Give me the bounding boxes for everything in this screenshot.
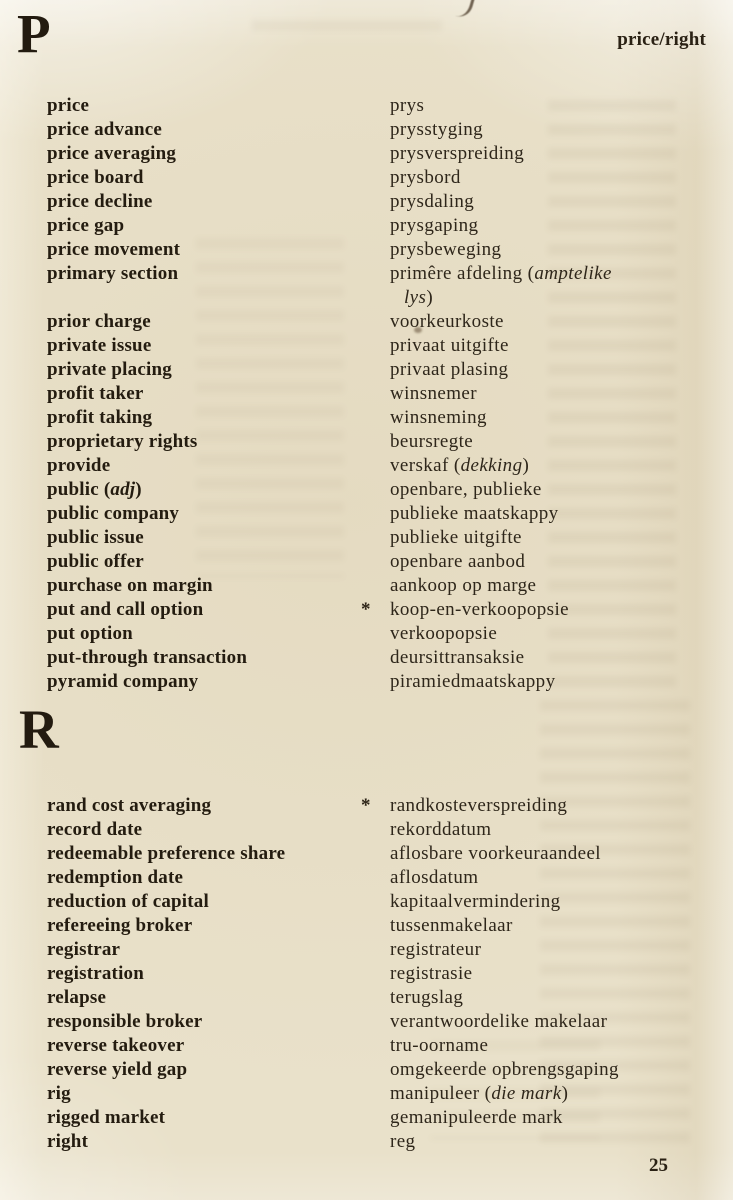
text-run: ) [522, 455, 530, 476]
text-run: prys [390, 95, 425, 116]
term-cell [47, 382, 361, 406]
term-cell [47, 358, 361, 382]
entry-row [47, 818, 705, 842]
text-run: price board [47, 167, 144, 188]
translation-cell [390, 310, 705, 334]
term-cell [47, 842, 361, 866]
text-run: manipuleer ( [390, 1083, 492, 1104]
text-run: winsneming [390, 407, 487, 428]
text-run: profit taking [47, 407, 153, 428]
text-run: private placing [47, 359, 172, 380]
translation-cell [390, 430, 705, 454]
text-run: price [47, 95, 90, 116]
term-cell [47, 1106, 361, 1130]
text-run: rigged market [47, 1107, 166, 1128]
entry-row [47, 646, 705, 670]
term-cell [47, 118, 361, 142]
term-cell [47, 502, 361, 526]
term-cell [47, 866, 361, 890]
text-run: proprietary rights [47, 431, 198, 452]
translation-cell [390, 670, 705, 694]
translation-cell [390, 190, 705, 214]
text-run: voorkeurkoste [390, 311, 504, 332]
term-cell [47, 142, 361, 166]
entry-row [47, 238, 705, 262]
text-run: reverse yield gap [47, 1059, 188, 1080]
text-run: beursregte [390, 431, 474, 452]
entry-row [47, 574, 705, 598]
text-run: put option [47, 623, 133, 644]
term-cell [47, 622, 361, 646]
translation-cell [390, 406, 705, 430]
bleedthrough-ghost [252, 20, 442, 42]
entry-row [47, 142, 705, 166]
term-cell [47, 1034, 361, 1058]
entry-row [47, 478, 705, 502]
scan-artifact [452, 0, 474, 20]
entry-row [47, 914, 705, 938]
translation-cell [390, 574, 705, 598]
entry-list-p [47, 94, 705, 694]
term-cell [47, 238, 361, 262]
text-run: aflosdatum [390, 867, 479, 888]
entry-row [47, 334, 705, 358]
translation-cell [390, 794, 705, 818]
term-cell [47, 478, 361, 502]
term-cell [47, 914, 361, 938]
text-run: registrasie [390, 963, 473, 984]
entry-row [47, 794, 705, 818]
translation-cell [390, 214, 705, 238]
text-run: redemption date [47, 867, 184, 888]
term-cell [47, 190, 361, 214]
text-run: profit taker [47, 383, 144, 404]
italic-note: dekking [460, 455, 523, 476]
translation-cell [390, 238, 705, 262]
term-cell [47, 550, 361, 574]
term-cell [47, 986, 361, 1010]
translation-cell [390, 1010, 705, 1034]
italic-note: die mark [491, 1083, 562, 1104]
text-run: reg [390, 1131, 416, 1152]
entry-row [47, 670, 705, 694]
translation-cell [390, 118, 705, 142]
entry-row [47, 866, 705, 890]
text-run: omgekeerde opbrengsgaping [390, 1059, 619, 1080]
text-run: public company [47, 503, 180, 524]
text-run: prysdaling [390, 191, 475, 212]
text-run: koop-en-verkoopopsie [390, 599, 569, 620]
text-run: price averaging [47, 143, 177, 164]
text-run: primary section [47, 263, 179, 284]
entry-row [47, 406, 705, 430]
text-run: gemanipuleerde mark [390, 1107, 563, 1128]
text-run: public issue [47, 527, 144, 548]
text-run: put and call option [47, 599, 204, 620]
entry-row [47, 214, 705, 238]
translation-cell [390, 1058, 705, 1082]
translation-cell [390, 262, 705, 310]
translation-cell [390, 142, 705, 166]
term-cell [47, 94, 361, 118]
entry-row [47, 842, 705, 866]
term-cell [47, 454, 361, 478]
translation-cell [390, 1034, 705, 1058]
text-run: reduction of capital [47, 891, 209, 912]
term-cell [47, 430, 361, 454]
translation-cell [390, 646, 705, 670]
text-run: reverse takeover [47, 1035, 185, 1056]
translation-cell [390, 94, 705, 118]
translation-cell [390, 818, 705, 842]
term-cell [47, 646, 361, 670]
text-run: verantwoordelike makelaar [390, 1011, 608, 1032]
term-cell [47, 406, 361, 430]
term-cell [47, 794, 361, 818]
term-cell [47, 1010, 361, 1034]
guide-words: price/right [617, 29, 706, 50]
translation-cell [390, 166, 705, 190]
text-run: rekorddatum [390, 819, 492, 840]
translation-cell [390, 1130, 705, 1154]
text-run: privaat plasing [390, 359, 509, 380]
entry-row [47, 1058, 705, 1082]
entry-row [47, 622, 705, 646]
entry-row [47, 430, 705, 454]
entry-row [47, 502, 705, 526]
text-run: purchase on margin [47, 575, 213, 596]
text-run: relapse [47, 987, 107, 1008]
entry-row [47, 986, 705, 1010]
translation-cell [390, 334, 705, 358]
translation-cell [390, 454, 705, 478]
term-cell [47, 938, 361, 962]
text-run: responsible broker [47, 1011, 203, 1032]
entry-row [47, 890, 705, 914]
text-run: rand cost averaging [47, 795, 212, 816]
translation-cell [390, 1082, 705, 1106]
entry-row [47, 454, 705, 478]
text-run: registration [47, 963, 145, 984]
text-run: openbare, publieke [390, 479, 542, 500]
text-run: publieke uitgifte [390, 527, 522, 548]
text-run: private issue [47, 335, 152, 356]
text-run: prysgaping [390, 215, 479, 236]
entry-row [47, 1082, 705, 1106]
entry-row [47, 166, 705, 190]
italic-note: adj [110, 479, 136, 500]
term-cell [47, 214, 361, 238]
text-run: refereeing broker [47, 915, 193, 936]
text-run: redeemable preference share [47, 843, 286, 864]
term-cell [47, 334, 361, 358]
entry-row [47, 358, 705, 382]
text-run: kapitaalvermindering [390, 891, 561, 912]
text-run: rig [47, 1083, 71, 1104]
entry-row [47, 1106, 705, 1130]
translation-cell [390, 598, 705, 622]
text-run: price advance [47, 119, 162, 140]
entry-row [47, 190, 705, 214]
text-run: prior charge [47, 311, 151, 332]
translation-cell [390, 550, 705, 574]
entry-row [47, 1130, 705, 1154]
text-run: aankoop op marge [390, 575, 537, 596]
entry-row [47, 382, 705, 406]
text-run: prysstyging [390, 119, 484, 140]
translation-cell [390, 1106, 705, 1130]
term-cell [47, 598, 361, 622]
text-run: put-through transaction [47, 647, 248, 668]
entry-row [47, 1010, 705, 1034]
text-run: record date [47, 819, 143, 840]
text-run: price gap [47, 215, 125, 236]
translation-cell [390, 502, 705, 526]
term-cell [47, 526, 361, 550]
text-run: public offer [47, 551, 144, 572]
text-run: aflosbare voorkeuraandeel [390, 843, 601, 864]
term-cell [47, 1058, 361, 1082]
text-run: prysbord [390, 167, 461, 188]
translation-cell [390, 890, 705, 914]
term-cell [47, 310, 361, 334]
text-run: verkoopopsie [390, 623, 498, 644]
text-run: prysbeweging [390, 239, 502, 260]
text-run: randkosteverspreiding [390, 795, 568, 816]
translation-cell [390, 526, 705, 550]
text-run: primêre afdeling ( [390, 263, 535, 284]
text-run: registrar [47, 939, 121, 960]
text-run: verskaf ( [390, 455, 461, 476]
text-run: piramiedmaatskappy [390, 671, 556, 692]
italic-note: lys [404, 287, 427, 308]
entry-row [47, 598, 705, 622]
entry-row [47, 94, 705, 118]
entry-row [47, 550, 705, 574]
translation-cell [390, 358, 705, 382]
text-run: public ( [47, 479, 111, 500]
translation-cell [390, 986, 705, 1010]
term-cell [47, 574, 361, 598]
text-run: privaat uitgifte [390, 335, 509, 356]
page-number: 25 [649, 1155, 668, 1176]
text-run: provide [47, 455, 111, 476]
term-cell [47, 166, 361, 190]
text-run: right [47, 1131, 89, 1152]
text-run: openbare aanbod [390, 551, 526, 572]
text-run: publieke maatskappy [390, 503, 559, 524]
translation-cell [390, 914, 705, 938]
text-run: registrateur [390, 939, 482, 960]
entry-row [47, 1034, 705, 1058]
term-cell [47, 890, 361, 914]
star-marker: * [361, 599, 371, 620]
text-run: deursittransaksie [390, 647, 525, 668]
translation-cell [390, 938, 705, 962]
text-run: tru-oorname [390, 1035, 489, 1056]
term-cell [47, 262, 361, 286]
text-run: ) [135, 479, 142, 500]
star-marker: * [361, 795, 371, 816]
translation-cell [390, 842, 705, 866]
term-cell [47, 818, 361, 842]
translation-cell [390, 962, 705, 986]
text-run: price decline [47, 191, 153, 212]
translation-cell [390, 622, 705, 646]
text-run: terugslag [390, 987, 464, 1008]
text-run: winsnemer [390, 383, 477, 404]
italic-note: amptelike [534, 263, 612, 284]
term-cell [47, 962, 361, 986]
section-letter-r: R [19, 699, 60, 760]
entry-row [47, 938, 705, 962]
text-run: price movement [47, 239, 181, 260]
entry-row [47, 118, 705, 142]
translation-cell [390, 382, 705, 406]
term-cell [47, 670, 361, 694]
entry-row [47, 526, 705, 550]
entry-row [47, 310, 705, 334]
text-run: tussenmakelaar [390, 915, 513, 936]
translation-cell [390, 866, 705, 890]
entry-list-r [47, 794, 705, 1154]
section-letter-p: P [17, 3, 52, 64]
text-run: ) [561, 1083, 569, 1104]
translation-cell [390, 478, 705, 502]
entry-row [47, 262, 705, 310]
text-run: prysverspreiding [390, 143, 525, 164]
entry-row [47, 962, 705, 986]
text-run: pyramid company [47, 671, 199, 692]
text-run: ) [426, 287, 434, 308]
term-cell [47, 1130, 361, 1154]
term-cell [47, 1082, 361, 1106]
